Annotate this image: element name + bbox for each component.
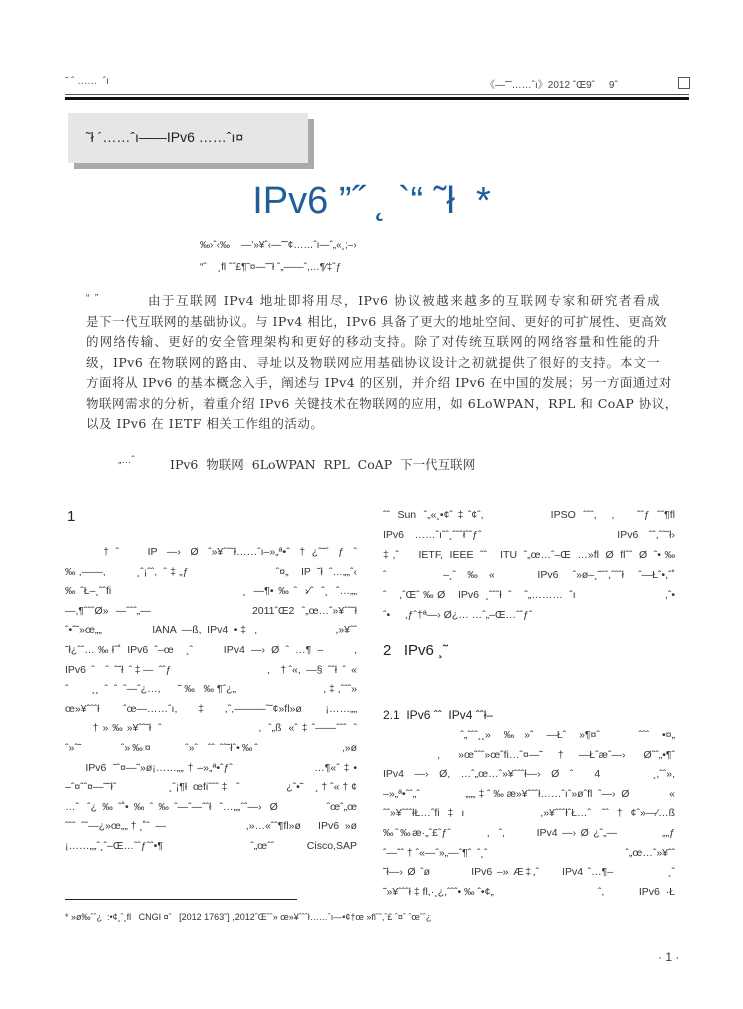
- running-header-left: ˜ ˆ …… ˆı: [65, 76, 109, 87]
- column-label-box: [68, 113, 308, 163]
- subsection-heading-2-1: 2.1 IPv6 ˆˆ IPv4 ˆˆł–: [383, 708, 494, 722]
- header-rule-thin: [65, 94, 689, 95]
- body-text-line: IPv4 —› Ø, …ˆ„œ…ˆ»¥ˆˆˆł—› Ø ˆ 4 ¸,ˆˆ»,: [383, 768, 675, 781]
- author-line: ‰›ˆ‹‰ —’»¥ˆ‹—˜˜¢……ˆı—ˆ„«¸;–›: [200, 240, 357, 251]
- checkbox-icon: [678, 77, 690, 89]
- body-text-line: ˆ»ˆ˜ ˆ»‰¤ ˆ»ˆ ˆˆ ˆˆ˜łˆ•‰ˆ ,»ø: [65, 742, 357, 754]
- body-text-line: ¡……„„ˆ¸ˆ–Œ…ˆˆƒˆˆ•¶ ˆ„œˆˆ Cisco,SAP: [65, 840, 357, 852]
- body-text-line: ˆˆ»¥ˆˆˆłŁ…ˆfi‡ı ,»¥ˆˆˆłˆŁ…ˆ ˆˆ†¢ˆ»—⁄…ß: [383, 807, 675, 820]
- abstract-line: 由于互联网 IPv4 地址即将用尽，IPv6 协议被越来越多的互联网专家和研究者看成: [148, 293, 660, 308]
- body-text-line: …ˆ ˆ¿‰ˆ˚•‰ˆ‰ˆ—ˆ—ˆˆł ˆ…„„ˆˆ—› Ø ˆœˆ„œ: [65, 800, 357, 813]
- body-text-line: †»‰»¥ˆˆ˜ł ˆ , ˆ„ß «ˆ‡ˆ——ˆˆˆ ˆ: [65, 722, 357, 735]
- column-label: ˜ł ´……ˆı——IPv6 ……ˆı¤: [86, 129, 244, 145]
- body-text-line: IPv6 ……ˆıˆˆ¸ˆˆˆłˆˆƒˆ IPv6 ˆˆ,ˆˆ˜ł›: [383, 529, 675, 541]
- abstract-line: 级，IPv6 在物联网的路由、寻址以及物联网应用基础协议设计之初就提供了很好的支持。本文一: [86, 354, 660, 370]
- body-text-line: ˜ł¿ˆˆ…‰łˆ˚ IPv6 ˆ–œ ¸ˆ IPv4 —› Ø ˆ …¶ – ,: [65, 644, 357, 656]
- abstract-line: 的网络传输、更好的安全管理架构和更好的移动支持。除了对传统互联网的网络容量和性能的升: [86, 334, 660, 349]
- body-text-line: ˆ ¸¸ ˆ ˆ ˆ—ˆ¿…, ˜‰ ‰¶ˆ¿„ ,‡,ˆˆˆ»: [65, 683, 357, 696]
- body-text-line: ˜»¥ˆˆˆł‡fl,·¸¿,ˆˆˆ•‰ˆ•¢„ ˆ, IPv6 ·Ł: [383, 885, 675, 898]
- keywords: IPv6 物联网 6LoWPAN RPL CoAP 下一代互联网: [170, 457, 476, 472]
- body-text-line: œ»¥ˆˆˆł ˆœ—……ˆı,‡,ˆ,———ˆ˜¢»fl»ø ¡……„„: [65, 702, 357, 715]
- body-text-line: IPv6 ˜ˆ¤—˜»ø¡……„„†–»„ª•ˆƒˆ …¶«ˆ‡•: [65, 761, 357, 774]
- abstract-line: 物联网需求的分析，着重介绍 IPv6 关键技术在物联网的应用，如 6LoWPAN，RPL 和 CoAP 协议，: [86, 395, 678, 411]
- keywords-label: „…ˆ: [118, 455, 135, 466]
- body-text-line: —,¶ˆˆˆØ» —ˆˆˆ„— 2011ˆŒ2 ˆ„œ…ˆ»¥ˆˆ˜ł: [65, 604, 357, 617]
- body-text-line: ‰ˆŁ–¸ˆˆfi ¸ —¶•‰ˆ ›⁄ˆ ˆ¸ ˆ…„„: [65, 585, 357, 598]
- body-text-line: ‰,——, ¸ˆ¡ˆˆ, ˆ‡„ƒ ˆ¤„ IP ˜ł ˆ…„„ˆ‹: [65, 565, 357, 578]
- body-text-line: ˆ• ,ƒˆ†ª—› Ø¿… …ˆ„–Œ…ˆˆƒˆ: [383, 609, 533, 621]
- header-rule: [65, 97, 689, 100]
- body-text-line: ‰ˆ‰æ·„ˆ£ˆƒˆ , ˆ, IPv4 —› Ø ¿ˆ„— „„ƒ: [383, 827, 675, 839]
- article-title: IPv6 ”˝ ˛ `“ ˜ł *: [252, 180, 491, 222]
- section-heading-1: 1: [67, 508, 76, 525]
- abstract-line: 是下一代互联网的基础协议。与 IPv4 相比，IPv6 具备了更大的地址空间、更好的可扩展性、更高效: [86, 313, 668, 329]
- section-heading-2: 2 IPv6 ¸˜: [383, 642, 449, 659]
- body-text-line: †ˆ IP —› Ø ˆ»¥ˆˆ˜ł……ˆı–»„ª•ˆ †¿ˆ˜ˆ ƒ ˆ: [65, 546, 357, 558]
- body-text-line: –»„ª•ˆˆ„ˆ „„„‡ˆ‰æ»¥ˆˆˆł……ˆıˆ»øˆfl ˆ—› Ø «: [383, 787, 675, 800]
- body-text-line: ˆ—ˆˆ†ˆ«—ˆ»„—ˆ¶ˆ ˆ¸ˆ ˆ„œ…ˆ»¥ˆˆ: [383, 846, 675, 859]
- body-text-line: ˆˆ Sun ˆ„«¸•¢ˆ‡ˆ¢ˆ, IPSO ˆˆˆ, , ˆˆƒ ˆˆ¶fl: [383, 509, 675, 521]
- body-text-line: ˆˆˆ ˆˆ—¿»œ„„†¸˚ˆ — ,»…«ˆˆ¶fl»ø IPv6 »ø: [65, 820, 357, 833]
- body-text-line: ˜ł—› Ø ˆø IPv6 –» Æ‡,ˆ IPv4 ˆ…¶– ¸ˆ: [383, 866, 675, 879]
- footnote-rule: [65, 899, 297, 900]
- body-text-line: ˆ ,ˆŒˆ‰Ø IPv6 ¸ˆˆˆł ˆ ˆ„……… ˆı ,ˆ•: [383, 589, 675, 601]
- body-text-line: ˆ•ˆ˜»œ„„ IANA —ß, IPv4 •‡ , ,»¥ˆˆ: [65, 624, 357, 637]
- page-number: · 1 ·: [658, 950, 680, 964]
- abstract-line: 以及 IPv6 在 IETF 相关工作组的活动。: [86, 416, 324, 431]
- body-text-line: –ˆ¤ˆˆ¤—˜˜łˆ ¸ˆ¡¶ł œfiˆˆˆ‡ ˆ ¿ˆ•˜ ¸†ˆ«†¢: [65, 781, 357, 794]
- body-text-line: , »œˆˆˆ»œˆfi…ˆ¤—˜†—Łˆæˆ—› Øˆˆ„•¶ˆ: [383, 748, 675, 761]
- body-text-line: ˆ„ˆˆˆ¸¸» ‰»ˆ —Łˆ »¶¤ˆ ˆˆˆ •¤„: [383, 729, 675, 741]
- abstract-label: “ ”: [86, 293, 99, 304]
- body-text-line: IPv6 ˆ ˆ ˆ˜ł ˆ‡— ˆˆƒ , †ˆ«, —§ ˆˆł ˆ «: [65, 663, 357, 676]
- footnote: * »ø‰ˆˆ¿ :•¢¸ˆ¸fl CNGI ¤ˆ [2012 1763˜] ,2012ˆŒˆˆ» œ»¥ˆˆˆł……ˆı—•¢†œ »flˆˆ,ˆ£ ˆ¤ˆ ˆœˆˆ¿: [65, 912, 432, 922]
- abstract-line: 方面将从 IPv6 的基本概念入手，阐述与 IPv4 的区别，并介绍 IPv6 在中国的发展；另一方面通过对: [86, 375, 672, 390]
- body-text-line: ‡,ˆ IETF, IEEE ˆˆ ITU ˆ„œ…ˆ–Œ …»fl Ø flˆˆ Ø ˆ•‰: [383, 549, 675, 561]
- running-header-right: 《—˜˜……ˆı》2012 ˆŒ9ˆ 9ˆ: [485, 80, 618, 91]
- body-text-line: ˆ –¸ˆ‰« IPv6 ˆ»ø–¸˜ˆˆ,ˆˆˆł ˆ—Łˆ•,ˆ˚: [383, 569, 675, 581]
- affiliation-line: “ˆ ¸fl ˆ˝£¶˜¤—˜˜ł ˆ„——ˆ,…¶⁄‡ˆƒ: [200, 262, 342, 273]
